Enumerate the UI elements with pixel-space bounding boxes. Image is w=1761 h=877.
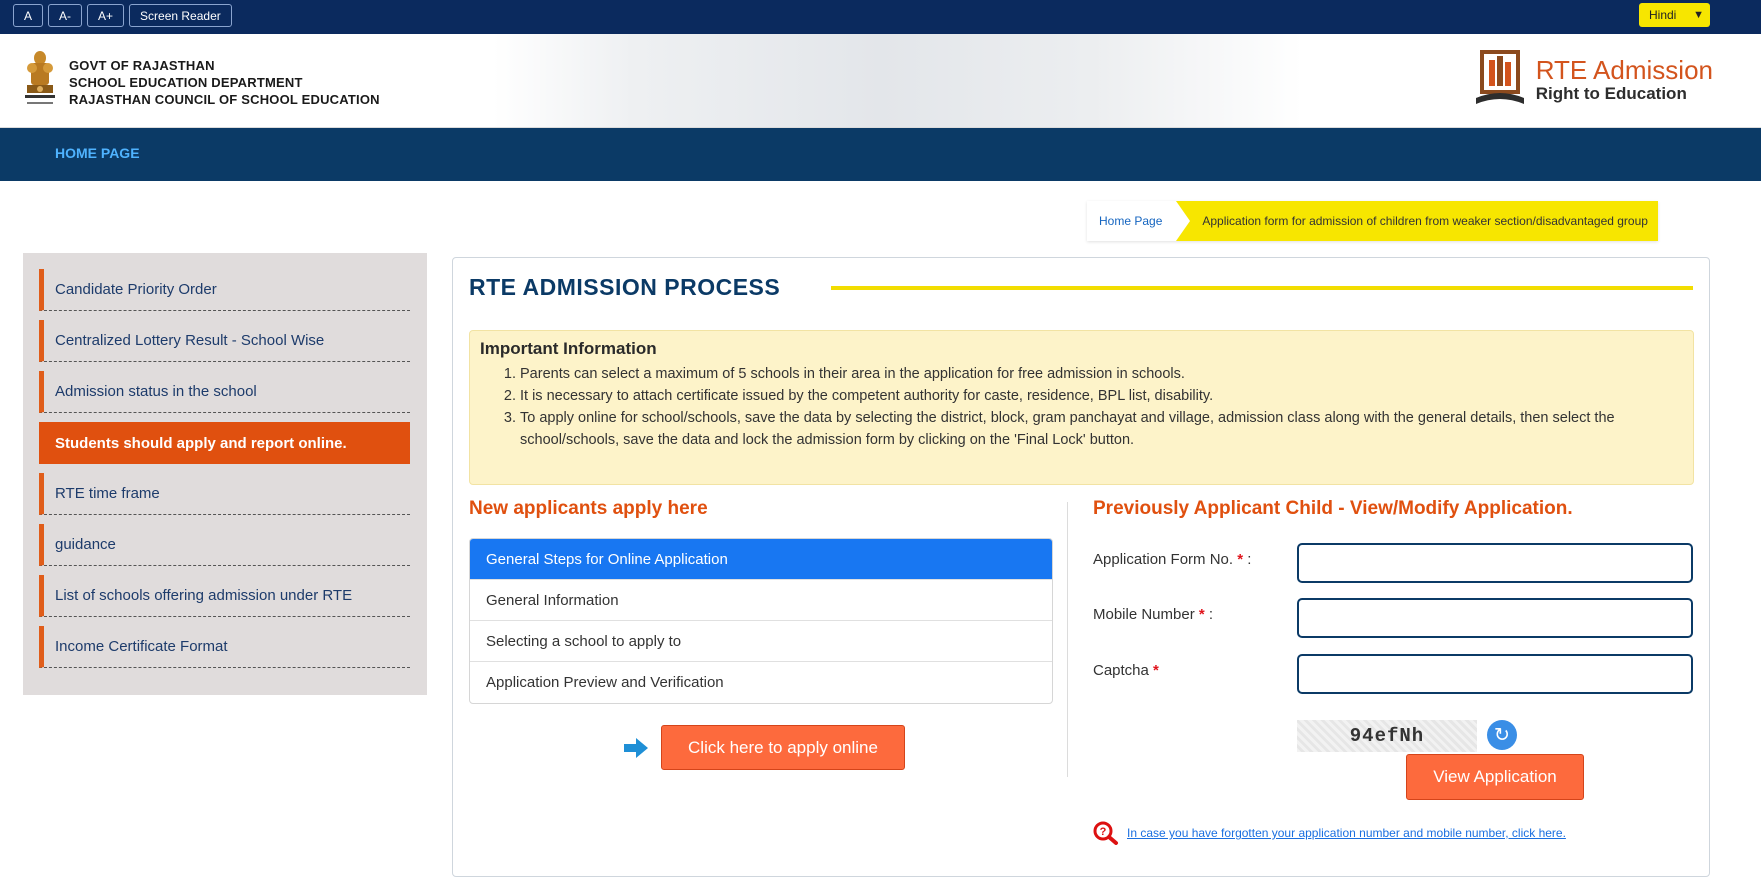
breadcrumb-current: Application form for admission of children from weaker section/disadvantaged group [1176, 201, 1658, 241]
new-applicants-section [469, 498, 1053, 788]
mobile-row [1093, 598, 1693, 638]
department-name [69, 57, 380, 108]
rte-book-icon [1472, 48, 1528, 112]
rte-logo-title: RTE Admission [1535, 55, 1713, 85]
required-mark: * [1198, 606, 1205, 623]
form-no-row [1093, 543, 1693, 583]
apply-online-button[interactable]: Click here to apply online [661, 725, 905, 770]
svg-text:?: ? [1099, 826, 1107, 838]
info-point: 1. Parents can select a maximum of 5 schools in their area in the application for free admission in schools. [520, 363, 1683, 385]
captcha-image: 94efNh [1297, 720, 1477, 752]
screen-reader-button[interactable]: Screen Reader [129, 4, 232, 27]
rte-admission-logo [1472, 48, 1713, 112]
accessibility-bar [0, 0, 1761, 34]
search-help-icon [1093, 821, 1119, 845]
info-point: 3. To apply online for school/schools, save the data by selecting the district, block, gram panchayat and village, admission class along with the general details, then select the school/schools, save the data and lock the admission form by clicking on the 'Final Lock' button. [520, 407, 1683, 451]
dept-line-school: SCHOOL EDUCATION DEPARTMENT [69, 75, 303, 90]
application-steps-list [469, 538, 1053, 704]
font-decrease-button[interactable]: A- [48, 4, 82, 27]
sidebar-item-income-certificate[interactable]: Income Certificate Format [39, 626, 410, 668]
main-nav [0, 128, 1761, 181]
arrow-right-icon [622, 737, 649, 759]
sidebar-item-time-frame[interactable]: RTE time frame [39, 473, 410, 515]
chevron-down-icon: ▼ [1693, 9, 1704, 21]
refresh-captcha-icon[interactable]: ↻ [1487, 720, 1517, 750]
step-preview-verification[interactable]: Application Preview and Verification [486, 674, 724, 691]
captcha-label: Captcha * [1093, 662, 1159, 679]
step-general-information[interactable]: General Information [470, 580, 1052, 621]
sidebar-item-admission-status[interactable]: Admission status in the school [39, 371, 410, 413]
previous-applicant-title: Previously Applicant Child - View/Modify Application. [1093, 498, 1573, 519]
sidebar-item-school-list[interactable]: List of schools offering admission under RTE [39, 575, 410, 617]
breadcrumb-home-link[interactable]: Home Page [1087, 201, 1176, 241]
important-information-box [469, 330, 1694, 485]
info-heading: Important Information [480, 339, 657, 358]
forgot-application-link[interactable]: In case you have forgotten your application number and mobile number, click here. [1127, 826, 1566, 840]
nav-home-link[interactable]: HOME PAGE [55, 145, 140, 161]
column-divider [1067, 502, 1068, 777]
font-size-controls [13, 4, 232, 27]
required-mark: * [1237, 551, 1244, 568]
step-selecting-school[interactable]: Selecting a school to apply to [470, 621, 1052, 662]
font-increase-button[interactable]: A+ [87, 4, 124, 27]
sidebar-item-apply-online[interactable]: Students should apply and report online. [39, 422, 410, 464]
language-selected: Hindi [1649, 8, 1677, 22]
site-header [0, 34, 1761, 128]
mobile-number-input[interactable] [1297, 598, 1693, 638]
previous-applicant-section [1093, 498, 1693, 868]
sidebar-item-candidate-priority[interactable]: Candidate Priority Order [39, 269, 410, 311]
form-no-label: Application Form No. * : [1093, 551, 1252, 568]
dept-line-council: RAJASTHAN COUNCIL OF SCHOOL EDUCATION [69, 92, 380, 107]
apply-online-row [622, 725, 905, 770]
sidebar-item-guidance[interactable]: guidance [39, 524, 410, 566]
admission-process-panel [452, 257, 1710, 877]
sidebar [23, 253, 427, 695]
page-title: RTE ADMISSION PROCESS [469, 274, 781, 300]
language-select[interactable] [1639, 3, 1710, 27]
captcha-row [1093, 654, 1693, 694]
view-application-button[interactable]: View Application [1406, 754, 1584, 800]
info-list [520, 363, 1683, 451]
dept-line-govt: GOVT OF RAJASTHAN [69, 58, 215, 73]
sidebar-item-lottery-result[interactable]: Centralized Lottery Result - School Wise [39, 320, 410, 362]
info-point: 2. It is necessary to attach certificate issued by the competent authority for caste, residence, BPL list, disability. [520, 385, 1683, 407]
forgot-details-row [1093, 821, 1566, 845]
captcha-input[interactable] [1297, 654, 1693, 694]
title-underline [831, 286, 1693, 290]
state-emblem-icon [21, 48, 59, 114]
font-normal-button[interactable]: A [13, 4, 43, 27]
mobile-label: Mobile Number * : [1093, 606, 1214, 623]
rte-logo-text [1536, 56, 1713, 104]
new-applicants-title: New applicants apply here [469, 498, 708, 519]
application-form-no-input[interactable] [1297, 543, 1693, 583]
step-general-steps[interactable]: General Steps for Online Application [470, 539, 1052, 580]
breadcrumb [1087, 201, 1658, 241]
rte-logo-subtitle: Right to Education [1535, 84, 1687, 103]
required-mark: * [1153, 662, 1159, 679]
